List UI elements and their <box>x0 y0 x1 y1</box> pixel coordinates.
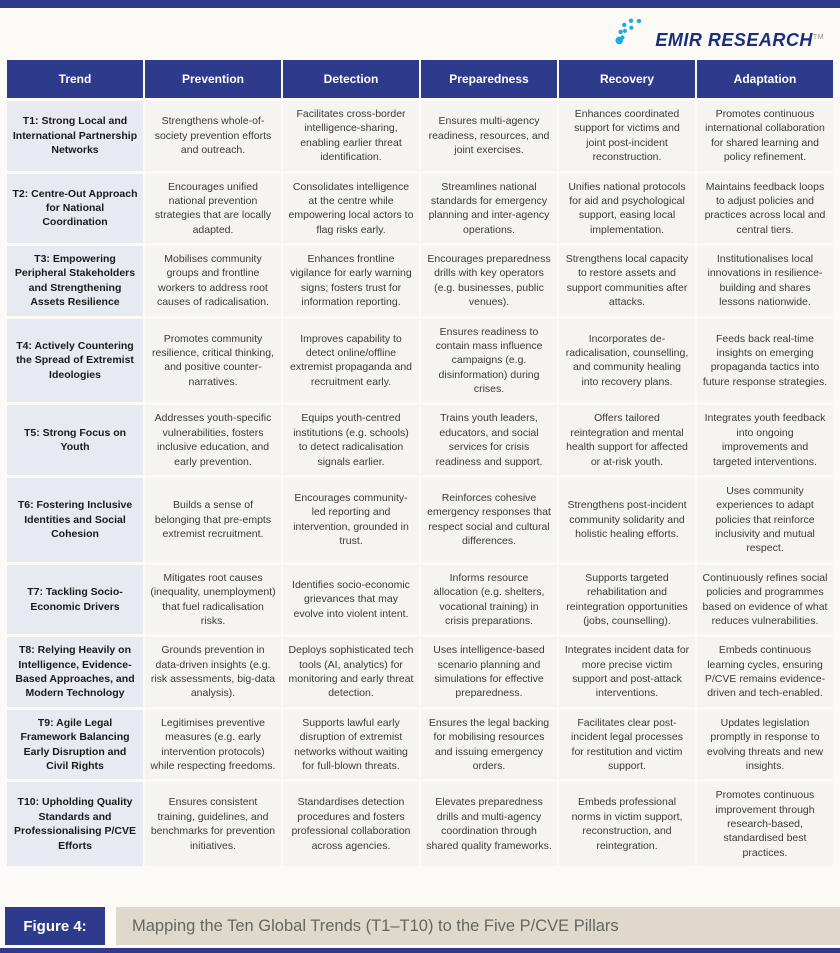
cell-adaptation: Continuously refines social policies and programmes based on evidence of what reduces vulnerabilities. <box>697 565 833 635</box>
cell-preparedness: Ensures the legal backing for mobilising resources and issuing emergency orders. <box>421 710 557 780</box>
cell-adaptation: Maintains feedback loops to adjust policies and practices across local and central tiers. <box>697 174 833 244</box>
cell-detection: Encourages community-led reporting and intervention, grounded in trust. <box>283 478 419 562</box>
table-row-t1 <box>7 101 833 171</box>
table-row-t7 <box>7 565 833 635</box>
logo-trademark: TM <box>812 34 824 41</box>
table-row-t8 <box>7 637 833 707</box>
cell-detection: Supports lawful early disruption of extremist networks without waiting for full-blown threats. <box>283 710 419 780</box>
trend-label: T7: Tackling Socio-Economic Drivers <box>7 565 143 635</box>
cell-detection: Deploys sophisticated tech tools (AI, analytics) for monitoring and early threat detection. <box>283 637 419 707</box>
table-row-t10 <box>7 782 833 866</box>
logo-text <box>655 31 824 52</box>
trend-label: T6: Fostering Inclusive Identities and Social Cohesion <box>7 478 143 562</box>
cell-adaptation: Embeds continuous learning cycles, ensuring P/CVE remains evidence-driven and tech-enabled. <box>697 637 833 707</box>
trend-label: T3: Empowering Peripheral Stakeholders and Strengthening Assets Resilience <box>7 246 143 316</box>
cell-detection: Equips youth-centred institutions (e.g. schools) to detect radicalisation signals earlier. <box>283 405 419 475</box>
trend-label: T4: Actively Countering the Spread of Extremist Ideologies <box>7 319 143 403</box>
cell-adaptation: Uses community experiences to adapt policies that reinforce inclusivity and mutual respect. <box>697 478 833 562</box>
cell-prevention: Legitimises preventive measures (e.g. early intervention protocols) while respecting freedoms. <box>145 710 281 780</box>
cell-preparedness: Trains youth leaders, educators, and social services for crisis readiness and support. <box>421 405 557 475</box>
cell-adaptation: Promotes continuous international collaboration for shared learning and policy refinement. <box>697 101 833 171</box>
logo-name: EMIR RESEARCH <box>655 30 813 50</box>
cell-preparedness: Ensures multi-agency readiness, resources, and joint exercises. <box>421 101 557 171</box>
cell-preparedness: Encourages preparedness drills with key operators (e.g. businesses, public venues). <box>421 246 557 316</box>
cell-preparedness: Ensures readiness to contain mass influence campaigns (e.g. disinformation) during crises. <box>421 319 557 403</box>
cell-prevention: Grounds prevention in data-driven insights (e.g. risk assessments, big-data analysis). <box>145 637 281 707</box>
cell-adaptation: Integrates youth feedback into ongoing improvements and targeted interventions. <box>697 405 833 475</box>
table-row-t2 <box>7 174 833 244</box>
trend-label: T1: Strong Local and International Partnership Networks <box>7 101 143 171</box>
trends-pillars-table <box>5 57 835 869</box>
trend-label: T8: Relying Heavily on Intelligence, Evidence-Based Approaches, and Modern Technology <box>7 637 143 707</box>
trend-label: T5: Strong Focus on Youth <box>7 405 143 475</box>
cell-preparedness: Informs resource allocation (e.g. shelters, vocational training) in crisis preparations. <box>421 565 557 635</box>
cell-adaptation: Updates legislation promptly in response to evolving threats and new insights. <box>697 710 833 780</box>
logo-swoosh-icon <box>612 15 650 52</box>
cell-prevention: Mitigates root causes (inequality, unemployment) that fuel radicalisation risks. <box>145 565 281 635</box>
cell-recovery: Strengthens local capacity to restore assets and support communities after attacks. <box>559 246 695 316</box>
cell-detection: Consolidates intelligence at the centre while empowering local actors to flag risks early. <box>283 174 419 244</box>
top-accent-bar <box>0 0 840 8</box>
cell-detection: Enhances frontline vigilance for early warning signs; fosters trust for information reporting. <box>283 246 419 316</box>
column-header-trend: Trend <box>7 60 143 98</box>
emir-research-logo <box>612 15 824 52</box>
cell-detection: Identifies socio-economic grievances that may evolve into violent intent. <box>283 565 419 635</box>
trend-label: T10: Upholding Quality Standards and Professionalising P/CVE Efforts <box>7 782 143 866</box>
trend-label: T9: Agile Legal Framework Balancing Early Disruption and Civil Rights <box>7 710 143 780</box>
cell-preparedness: Streamlines national standards for emergency planning and inter-agency operations. <box>421 174 557 244</box>
column-header-preparedness: Preparedness <box>421 60 557 98</box>
table-row-t5 <box>7 405 833 475</box>
figure-caption-bar <box>0 907 840 945</box>
cell-prevention: Builds a sense of belonging that pre-empts extremist recruitment. <box>145 478 281 562</box>
cell-recovery: Incorporates de-radicalisation, counselling, and community healing into recovery plans. <box>559 319 695 403</box>
cell-prevention: Ensures consistent training, guidelines, and benchmarks for prevention initiatives. <box>145 782 281 866</box>
cell-adaptation: Institutionalises local innovations in resilience-building and shares lessons nationwide. <box>697 246 833 316</box>
cell-adaptation: Feeds back real-time insights on emerging propaganda tactics into future response strategies. <box>697 319 833 403</box>
cell-recovery: Offers tailored reintegration and mental health support for affected or at-risk youth. <box>559 405 695 475</box>
cell-recovery: Integrates incident data for more precise victim support and post-attack interventions. <box>559 637 695 707</box>
cell-preparedness: Reinforces cohesive emergency responses that respect social and cultural differences. <box>421 478 557 562</box>
table-body <box>7 101 833 866</box>
cell-prevention: Encourages unified national prevention strategies that are locally adapted. <box>145 174 281 244</box>
cell-detection: Facilitates cross-border intelligence-sharing, enabling earlier threat identification. <box>283 101 419 171</box>
figure-caption-text: Mapping the Ten Global Trends (T1–T10) to the Five P/CVE Pillars <box>116 907 840 945</box>
column-header-detection: Detection <box>283 60 419 98</box>
table-row-t3 <box>7 246 833 316</box>
figure-number-label: Figure 4: <box>5 907 105 945</box>
cell-recovery: Unifies national protocols for aid and psychological support, easing local implementation. <box>559 174 695 244</box>
cell-recovery: Strengthens post-incident community solidarity and holistic healing efforts. <box>559 478 695 562</box>
table-row-t4 <box>7 319 833 403</box>
header-row <box>7 60 833 98</box>
table-row-t6 <box>7 478 833 562</box>
bottom-accent-bar <box>0 948 840 953</box>
cell-prevention: Promotes community resilience, critical thinking, and positive counter-narratives. <box>145 319 281 403</box>
column-header-recovery: Recovery <box>559 60 695 98</box>
cell-detection: Standardises detection procedures and fosters professional collaboration across agencies. <box>283 782 419 866</box>
table-header <box>7 60 833 98</box>
cell-prevention: Mobilises community groups and frontline workers to address root causes of radicalisation. <box>145 246 281 316</box>
cell-preparedness: Elevates preparedness drills and multi-agency coordination through shared quality frameworks. <box>421 782 557 866</box>
header <box>0 8 840 57</box>
cell-prevention: Addresses youth-specific vulnerabilities, fosters inclusive education, and early prevention. <box>145 405 281 475</box>
cell-detection: Improves capability to detect online/offline extremist propaganda and recruitment early. <box>283 319 419 403</box>
cell-recovery: Embeds professional norms in victim support, reconstruction, and reintegration. <box>559 782 695 866</box>
table-row-t9 <box>7 710 833 780</box>
cell-adaptation: Promotes continuous improvement through research-based, standardised best practices. <box>697 782 833 866</box>
cell-prevention: Strengthens whole-of-society prevention efforts and outreach. <box>145 101 281 171</box>
cell-recovery: Facilitates clear post-incident legal processes for restitution and victim support. <box>559 710 695 780</box>
cell-preparedness: Uses intelligence-based scenario planning and simulations for effective preparedness. <box>421 637 557 707</box>
trend-label: T2: Centre-Out Approach for National Coordination <box>7 174 143 244</box>
cell-recovery: Supports targeted rehabilitation and reintegration opportunities (jobs, counselling). <box>559 565 695 635</box>
column-header-adaptation: Adaptation <box>697 60 833 98</box>
cell-recovery: Enhances coordinated support for victims and joint post-incident reconstruction. <box>559 101 695 171</box>
column-header-prevention: Prevention <box>145 60 281 98</box>
